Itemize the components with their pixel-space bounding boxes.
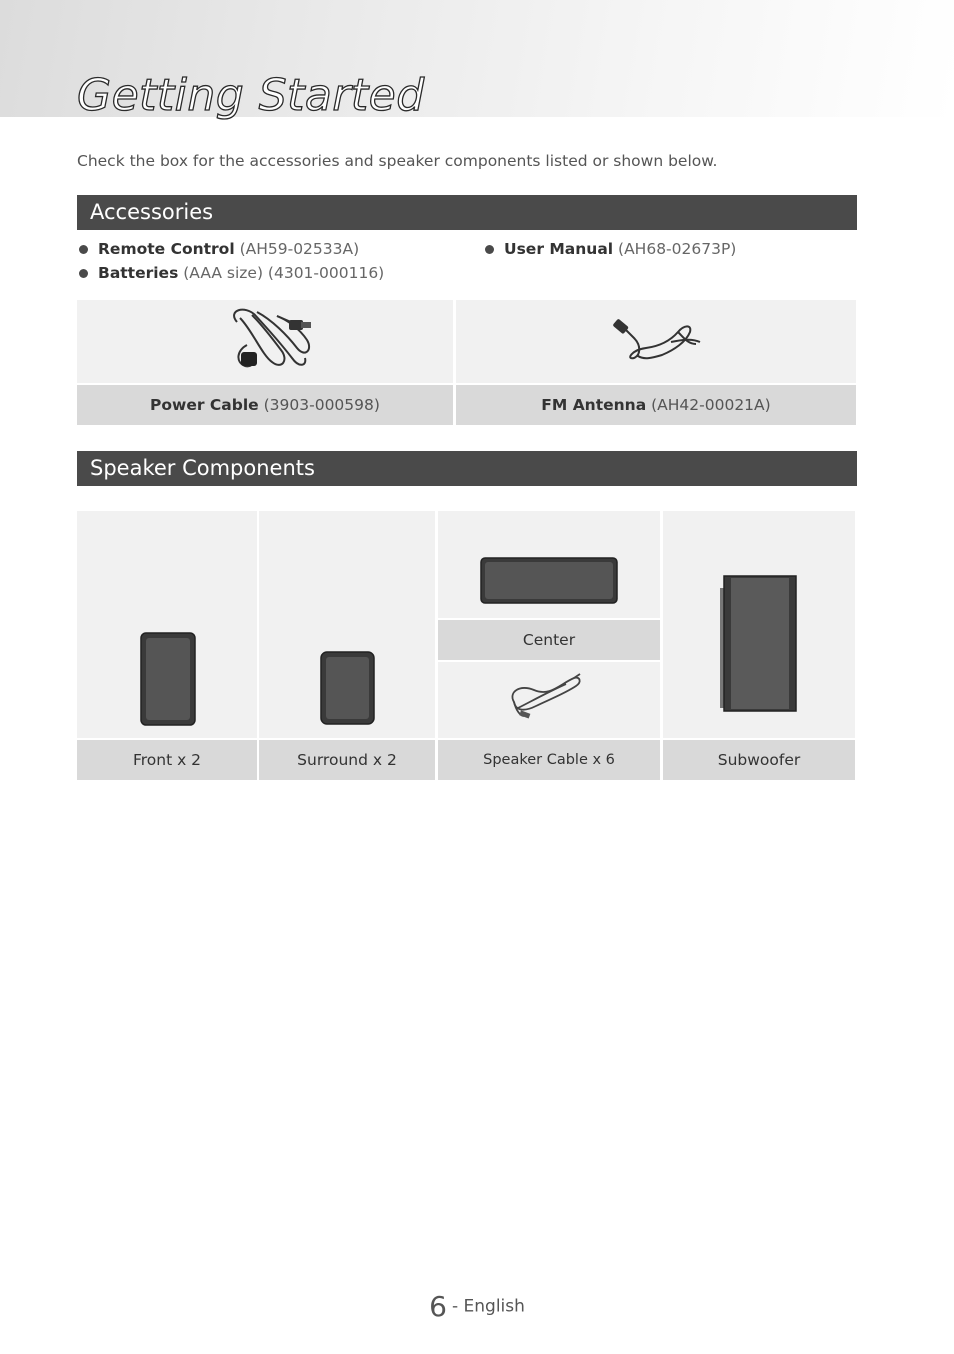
- front-speaker-image-cell: [77, 511, 257, 738]
- subwoofer-icon: [663, 511, 855, 738]
- subwoofer-label: Subwoofer: [663, 740, 855, 780]
- center-speaker-image-cell: [438, 511, 660, 618]
- fm-antenna-image-cell: [456, 300, 856, 383]
- surround-speaker-icon: [259, 511, 435, 738]
- accessories-list-left: [77, 237, 384, 285]
- surround-speaker-image-cell: [259, 511, 435, 738]
- speaker-components-heading: Speaker Components: [77, 451, 857, 486]
- list-item: Remote Control (AH59-02533A): [77, 237, 384, 261]
- fm-antenna-icon: [456, 300, 856, 383]
- footer-language: - English: [451, 1296, 525, 1317]
- power-cable-label: Power Cable (3903-000598): [77, 385, 453, 425]
- surround-speaker-label: Surround x 2: [259, 740, 435, 780]
- speaker-cable-icon: [438, 662, 660, 738]
- list-item: Batteries (AAA size) (4301-000116): [77, 261, 384, 285]
- speaker-cable-image-cell: [438, 662, 660, 738]
- page-number: 6: [429, 1290, 447, 1323]
- power-cable-image-cell: [77, 300, 453, 383]
- accessories-heading: Accessories: [77, 195, 857, 230]
- power-cable-icon: [77, 300, 453, 383]
- bullet-icon: [79, 245, 88, 254]
- center-speaker-icon: [438, 511, 660, 618]
- list-item: User Manual (AH68-02673P): [483, 237, 736, 261]
- center-speaker-label: Center: [438, 620, 660, 660]
- subwoofer-image-cell: [663, 511, 855, 738]
- accessories-list-right: [483, 237, 736, 261]
- front-speaker-icon: [77, 511, 257, 738]
- front-speaker-label: Front x 2: [77, 740, 257, 780]
- bullet-icon: [485, 245, 494, 254]
- intro-text: Check the box for the accessories and speaker components listed or shown below.: [77, 152, 718, 170]
- page-title: Getting Started: [77, 70, 425, 121]
- fm-antenna-label: FM Antenna (AH42-00021A): [456, 385, 856, 425]
- bullet-icon: [79, 269, 88, 278]
- page-footer: [0, 1290, 954, 1323]
- speaker-cable-label: Speaker Cable x 6: [438, 740, 660, 780]
